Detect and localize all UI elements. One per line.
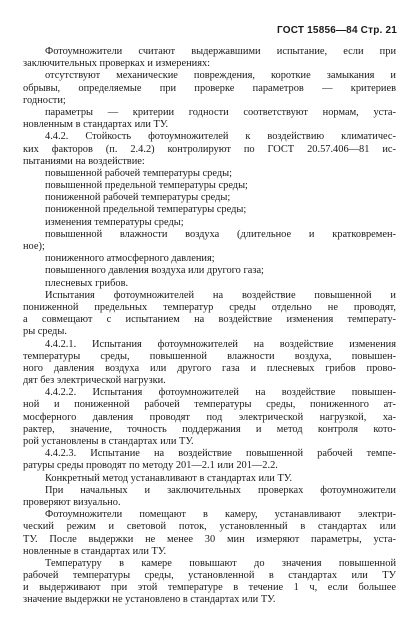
text-line: рой установлены в стандартах или ТУ. [23, 436, 194, 447]
text-line: ТУ. После выдержки не менее 30 мин измеряют параметры, уста- [23, 533, 396, 545]
body-text [23, 46, 396, 607]
text-line: ческий режим и световой поток, установленный в стандартах или [23, 521, 396, 533]
text-line: мосферного давления проводят под электрической нагрузкой, ха- [23, 411, 396, 423]
text-line: 4.4.2. Стойкость фотоумножителей к воздействию климатичес- [45, 131, 396, 143]
text-line: пытаниями на воздействие: [23, 155, 145, 167]
text-line: 4.4.2.2. Испытания фотоумножителей на воздействие повышен- [45, 387, 396, 399]
text-line: повышенной рабочей температуры среды; [45, 167, 232, 179]
text-line: а совмещают с испытанием на воздействие изменения температу- [23, 314, 396, 326]
text-line: повышенной предельной температуры среды; [45, 180, 248, 192]
text-line: Температуру в камере повышают до значения повышенной [45, 557, 396, 569]
text-line: изменения температуры среды; [45, 216, 184, 228]
text-line: плесневых грибов. [45, 277, 129, 289]
text-line: параметры — критерии годности соответствуют нормам, уста- [45, 106, 396, 118]
page-header: ГОСТ 15856—84 Стр. 21 [277, 25, 397, 36]
text-line: 4.4.2.3. Испытание на воздействие повышенной рабочей темпе- [45, 448, 396, 460]
text-line: ратуры среды проводят по методу 201—2.1 или 201—2.2. [23, 460, 278, 472]
text-line: годности; [23, 94, 66, 106]
text-line: Испытания фотоумножителей на воздействие повышенной и [45, 289, 396, 301]
text-line: ного давления воздуха или другого газа и плесневых грибов прово- [23, 362, 396, 374]
text-line: рактер, значение, точность поддержания и метод контроля кото- [23, 423, 396, 435]
text-line: пониженной предельных температур среды отдельно не проводят, [23, 301, 396, 313]
text-line: дят без электрической нагрузки. [23, 375, 166, 387]
text-line: Фотоумножители считают выдержавшими испытание, если при [45, 46, 396, 57]
text-line: новленные в стандартах или ТУ. [23, 545, 167, 557]
text-line: повышенной влажности воздуха (длительное и кратковремен- [45, 228, 396, 240]
text-line: температуры среды, повышенной влажности воздуха, повышен- [23, 350, 396, 362]
text-line: отсутствуют механические повреждения, короткие замыкания и [45, 70, 396, 82]
text-line: ры среды. [23, 326, 67, 338]
text-line: пониженной рабочей температуры среды; [45, 192, 231, 204]
text-line: рабочей температуры среды, установленной в стандартах или ТУ [23, 570, 396, 582]
text-line: 4.4.2.1. Испытания фотоумножителей на воздействие изменения [45, 338, 396, 350]
text-line: ких факторов (п. 2.4.2) контролируют по ГОСТ 20.57.406—81 ис- [23, 143, 396, 155]
text-line: ной и пониженной рабочей температуры среды, пониженного ат- [23, 399, 396, 411]
text-line: ное); [23, 241, 45, 252]
text-line: и выдерживают при этой температуре в течение 1 ч, если большее [23, 582, 396, 594]
text-line: заключительных проверках и измерениях: [23, 58, 211, 70]
text-line: обрывы, определяемые при проверке параметров — критериев [23, 82, 396, 94]
text-line: повышенного давления воздуха или другого газа; [45, 265, 264, 277]
text-line: пониженного атмосферного давления; [45, 253, 215, 265]
text-line: значение выдержки не установлено в стандартах или ТУ. [23, 594, 276, 606]
text-line: новленным в стандартах или ТУ. [23, 119, 169, 131]
text-line: При начальных и заключительных проверках фотоумножители [45, 484, 396, 496]
text-line: Фотоумножители помещают в камеру, устанавливают электри- [45, 509, 396, 521]
text-line: Конкретный метод устанавливают в стандартах или ТУ. [45, 472, 293, 484]
text-line: пониженной предельной температуры среды; [45, 204, 247, 216]
text-line: проверяют визуально. [23, 496, 121, 508]
